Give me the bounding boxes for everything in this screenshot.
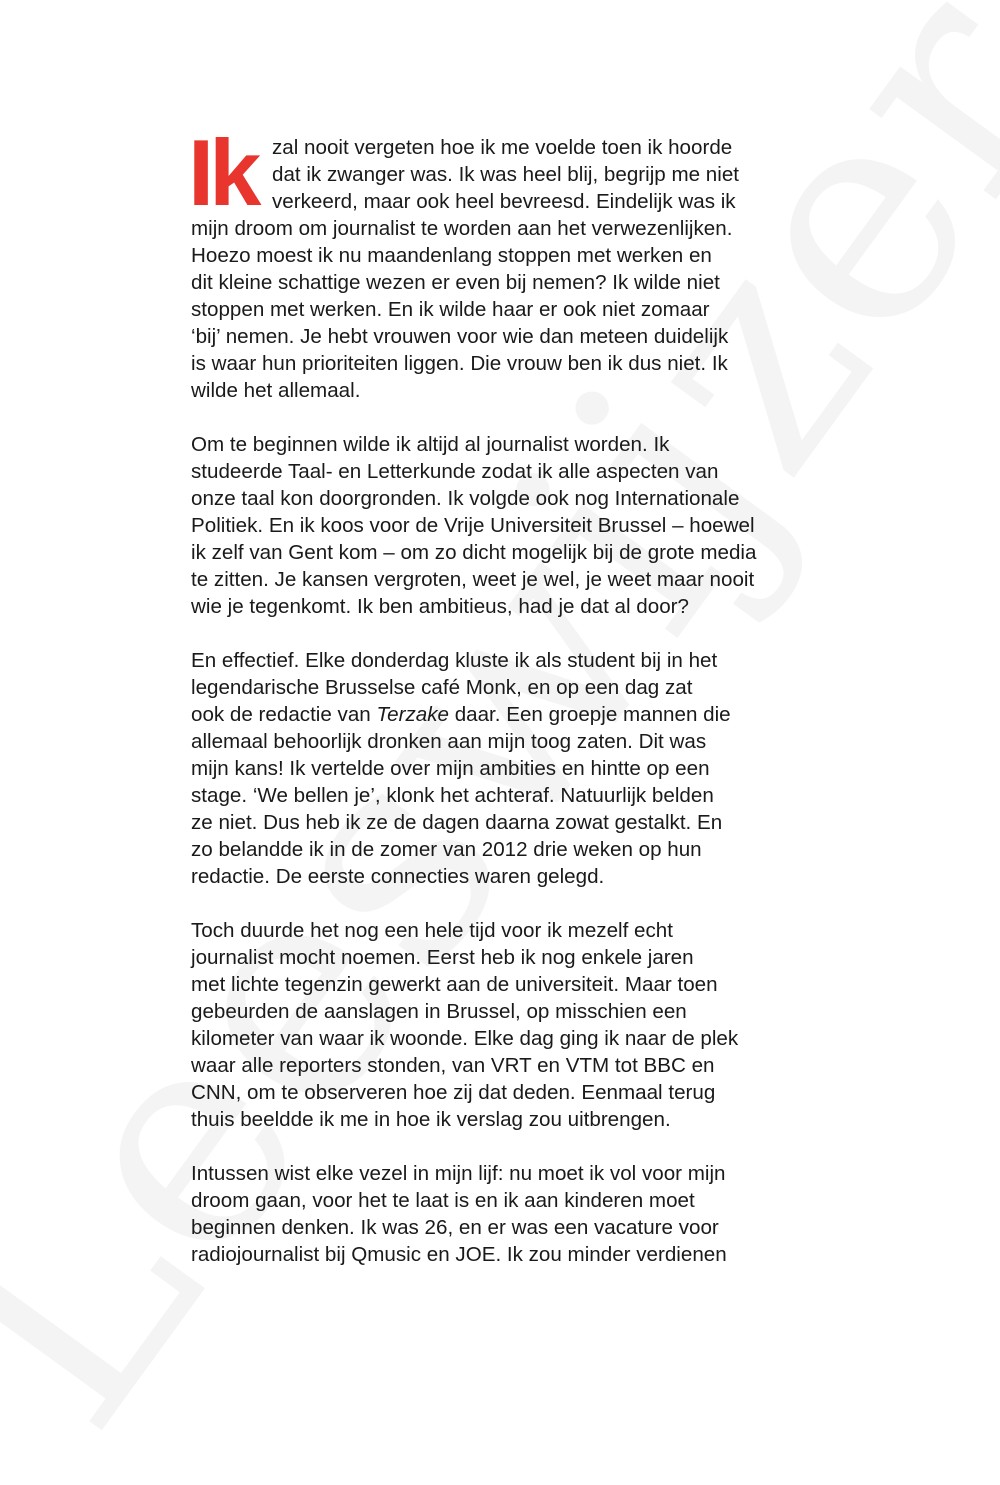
paragraph-2: Om te beginnen wilde ik altijd al journalist worden. Ik studeerde Taal- en Letterkunde zodat ik alle aspecten van onze taal kon doorgronden. Ik volgde ook nog Internationale Politiek. En ik koos voor de Vrije Universiteit Brussel – hoewel ik zelf van Gent kom – om zo dicht mogelijk bij de grote media te zitten. Je kansen vergroten, weet je wel, je weet maar nooit wie je tegenkomt. Ik ben ambitieus, had je dat al door? bbox=[191, 433, 757, 618]
paragraph-3-part-2: daar. Een groepje mannen die allemaal behoorlijk dronken aan mijn toog zaten. Dit was mijn kans! Ik vertelde over mijn ambities en hintte op een stage. ‘We bellen je’, klonk het achteraf. Natuurlijk belden ze niet. Dus heb ik ze de dagen daarna zowat gestalkt. En zo belandde ik in de zomer van 2012 drie weken op hun redactie. De eerste connecties waren gelegd. bbox=[191, 703, 731, 888]
paragraph-3-part-1: En effectief. Elke donderdag kluste ik als student bij in het legendarische Brusselse café Monk, en op een dag zat ook de redactie van bbox=[191, 649, 718, 726]
paragraph-4: Toch duurde het nog een hele tijd voor ik mezelf echt journalist mocht noemen. Eerst heb ik nog enkele jaren met lichte tegenzin gewerkt aan de universiteit. Maar toen gebeurden de aanslagen in Brussel, op misschien een kilometer van waar ik woonde. Elke dag ging ik naar de plek waar alle reporters stonden, van VRT en VTM tot BBC en CNN, om te observeren hoe zij dat deden. Eenmaal terug thuis beeldde ik me in hoe ik verslag zou uitbrengen. bbox=[191, 919, 739, 1131]
drop-cap: Ik bbox=[188, 120, 257, 225]
paragraph-1-indented: zal nooit vergeten hoe ik me voelde toen ik hoorde dat ik zwanger was. Ik was heel blij, begrijp me niet verkeerd, maar ook heel bevreesd. Eindelijk was ik bbox=[272, 136, 740, 213]
program-title: Terzake bbox=[376, 703, 449, 726]
paragraph-1-rest: mijn droom om journalist te worden aan het verwezenlijken. Hoezo moest ik nu maandenlang stoppen met werken en dit kleine schattige wezen er even bij nemen? Ik wilde niet stoppen met werken. En ik wilde haar er ook niet zomaar ‘bij’ nemen. Je hebt vrouwen voor wie dan meteen duidelijk is waar hun prioriteiten liggen. Die vrouw ben ik dus niet. Ik wilde het allemaal. bbox=[191, 217, 733, 402]
paragraph-1 bbox=[188, 120, 811, 404]
paragraph-5: Intussen wist elke vezel in mijn lijf: nu moet ik vol voor mijn droom gaan, voor het te laat is en ik aan kinderen moet beginnen denken. Ik was 26, en er was een vacature voor radiojournalist bij Qmusic en JOE. Ik zou minder verdienen bbox=[191, 1162, 727, 1266]
article-body bbox=[188, 120, 811, 1295]
paragraph-3 bbox=[191, 647, 811, 890]
